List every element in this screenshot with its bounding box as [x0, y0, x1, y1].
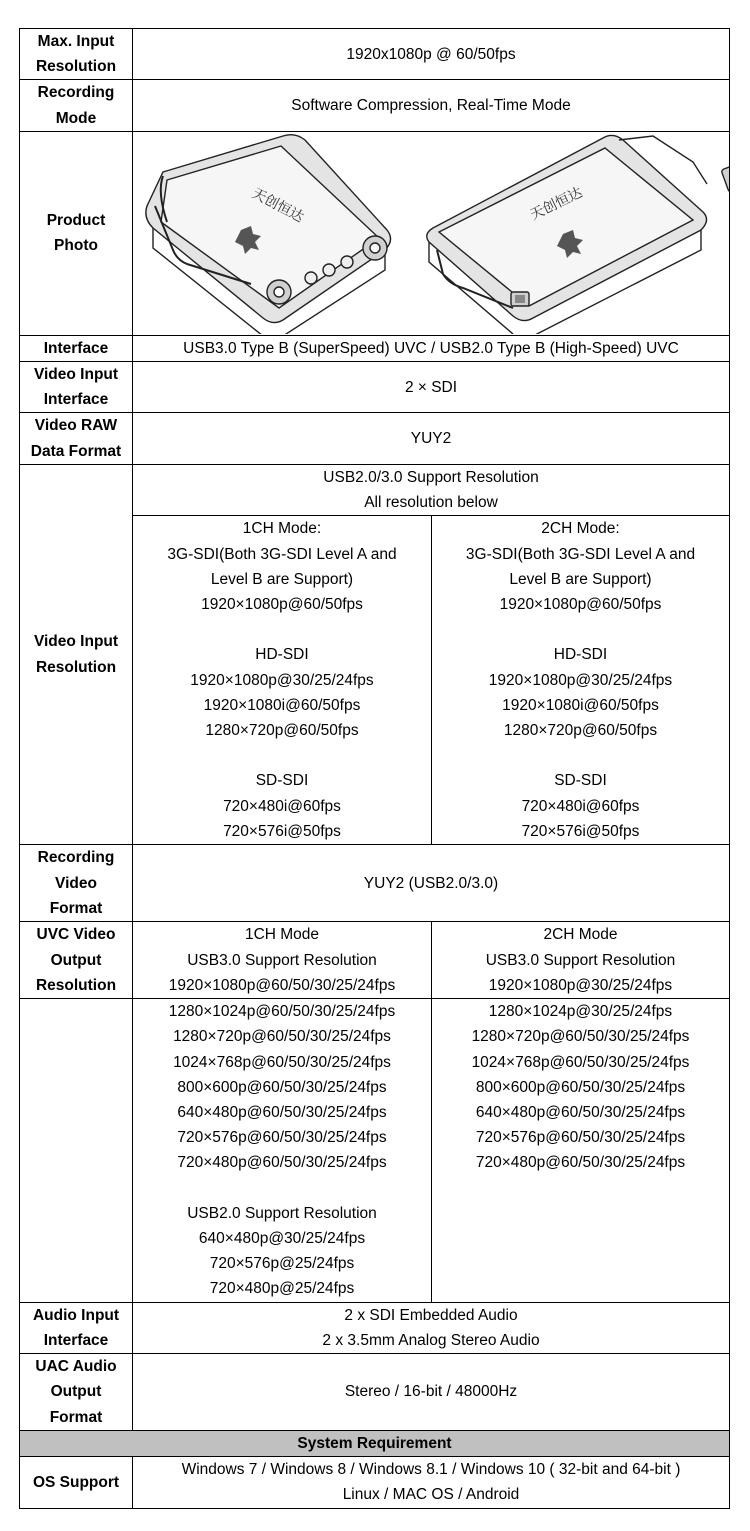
value-interface: USB3.0 Type B (SuperSpeed) UVC / USB2.0 Type B (High-Speed) UVC	[133, 335, 730, 361]
uvc-output-2ch-list: 1280×1024p@30/25/24fps 1280×720p@60/50/30/25/24fps 1024×768p@60/50/30/25/24fps 800×600p@60/50/30/25/24fps 640×480p@60/50/30/25/24fps 720×576p@60/50/30/25/24fps 720×480p@60/50/30/25/24fps	[432, 999, 730, 1302]
row-video-input-interface	[20, 362, 730, 413]
row-product-photo	[20, 131, 730, 335]
label-video-raw-format: Video RAW Data Format	[20, 413, 133, 464]
value-video-raw-format: YUY2	[133, 413, 730, 464]
row-recording-video-format	[20, 845, 730, 922]
label-recording-mode: Recording Mode	[20, 80, 133, 131]
uvc-output-2ch-head: 2CH Mode USB3.0 Support Resolution 1920×1080p@30/25/24fps	[432, 922, 730, 999]
spec-table	[19, 28, 730, 1509]
row-system-requirement	[20, 1431, 730, 1457]
value-video-input-interface: 2 × SDI	[133, 362, 730, 413]
label-video-input-interface: Video Input Interface	[20, 362, 133, 413]
logo-text-right: 天创恒达	[527, 184, 586, 224]
section-system-requirement: System Requirement	[20, 1431, 730, 1457]
label-interface: Interface	[20, 335, 133, 361]
label-audio-input-interface: Audio Input Interface	[20, 1302, 133, 1353]
value-max-input-resolution: 1920x1080p @ 60/50fps	[133, 29, 730, 80]
label-max-input-resolution: Max. Input Resolution	[20, 29, 133, 80]
row-uvc-output-resolution	[20, 922, 730, 999]
video-input-resolution-1ch: 1CH Mode: 3G-SDI(Both 3G-SDI Level A and Level B are Support) 1920×1080p@60/50fps HD-SDI 1920×1080p@30/25/24fps 1920×1080i@60/50fps 1280×720p@60/50fps SD-SDI 720×480i@60fps 720×576i@50fps	[133, 516, 432, 845]
label-product-photo: Product Photo	[20, 131, 133, 335]
capture-device-front-view	[146, 135, 391, 334]
logo-text-left: 天创恒达	[249, 185, 307, 227]
row-interface	[20, 335, 730, 361]
video-input-resolution-header: USB2.0/3.0 Support Resolution All resolution below	[133, 464, 730, 515]
label-recording-video-format: Recording Video Format	[20, 845, 133, 922]
row-audio-input-interface	[20, 1302, 730, 1353]
value-recording-video-format: YUY2 (USB2.0/3.0)	[133, 845, 730, 922]
value-os-support: Windows 7 / Windows 8 / Windows 8.1 / Windows 10 ( 32-bit and 64-bit ) Linux / MAC OS / Android	[133, 1457, 730, 1508]
uvc-output-list-blank-label	[20, 999, 133, 1302]
capture-device-rear-view	[427, 136, 729, 335]
label-uac-audio-format: UAC Audio Output Format	[20, 1354, 133, 1431]
value-recording-mode: Software Compression, Real-Time Mode	[133, 80, 730, 131]
value-audio-input-interface: 2 x SDI Embedded Audio 2 x 3.5mm Analog Stereo Audio	[133, 1302, 730, 1353]
row-uac-audio-format	[20, 1354, 730, 1431]
row-video-raw-format	[20, 413, 730, 464]
row-max-input-resolution	[20, 29, 730, 80]
label-video-input-resolution: Video Input Resolution	[20, 464, 133, 844]
row-os-support	[20, 1457, 730, 1508]
label-os-support: OS Support	[20, 1457, 133, 1508]
row-video-input-resolution-header	[20, 464, 730, 515]
product-photo-image	[133, 132, 729, 334]
value-uac-audio-format: Stereo / 16-bit / 48000Hz	[133, 1354, 730, 1431]
row-recording-mode	[20, 80, 730, 131]
label-uvc-output-resolution: UVC Video Output Resolution	[20, 922, 133, 999]
uvc-output-1ch-list: 1280×1024p@60/50/30/25/24fps 1280×720p@60/50/30/25/24fps 1024×768p@60/50/30/25/24fps 800×600p@60/50/30/25/24fps 640×480p@60/50/30/25/24fps 720×576p@60/50/30/25/24fps 720×480p@60/50/30/25/24fps USB2.0 Support Resolution 640×480p@30/25/24fps 720×576p@25/24fps 720×480p@25/24fps	[133, 999, 432, 1302]
uvc-output-1ch-head: 1CH Mode USB3.0 Support Resolution 1920×1080p@60/50/30/25/24fps	[133, 922, 432, 999]
row-uvc-output-resolution-list	[20, 999, 730, 1302]
product-photo	[133, 131, 730, 335]
video-input-resolution-2ch: 2CH Mode: 3G-SDI(Both 3G-SDI Level A and Level B are Support) 1920×1080p@60/50fps HD-SDI 1920×1080p@30/25/24fps 1920×1080i@60/50fps 1280×720p@60/50fps SD-SDI 720×480i@60fps 720×576i@50fps	[432, 516, 730, 845]
